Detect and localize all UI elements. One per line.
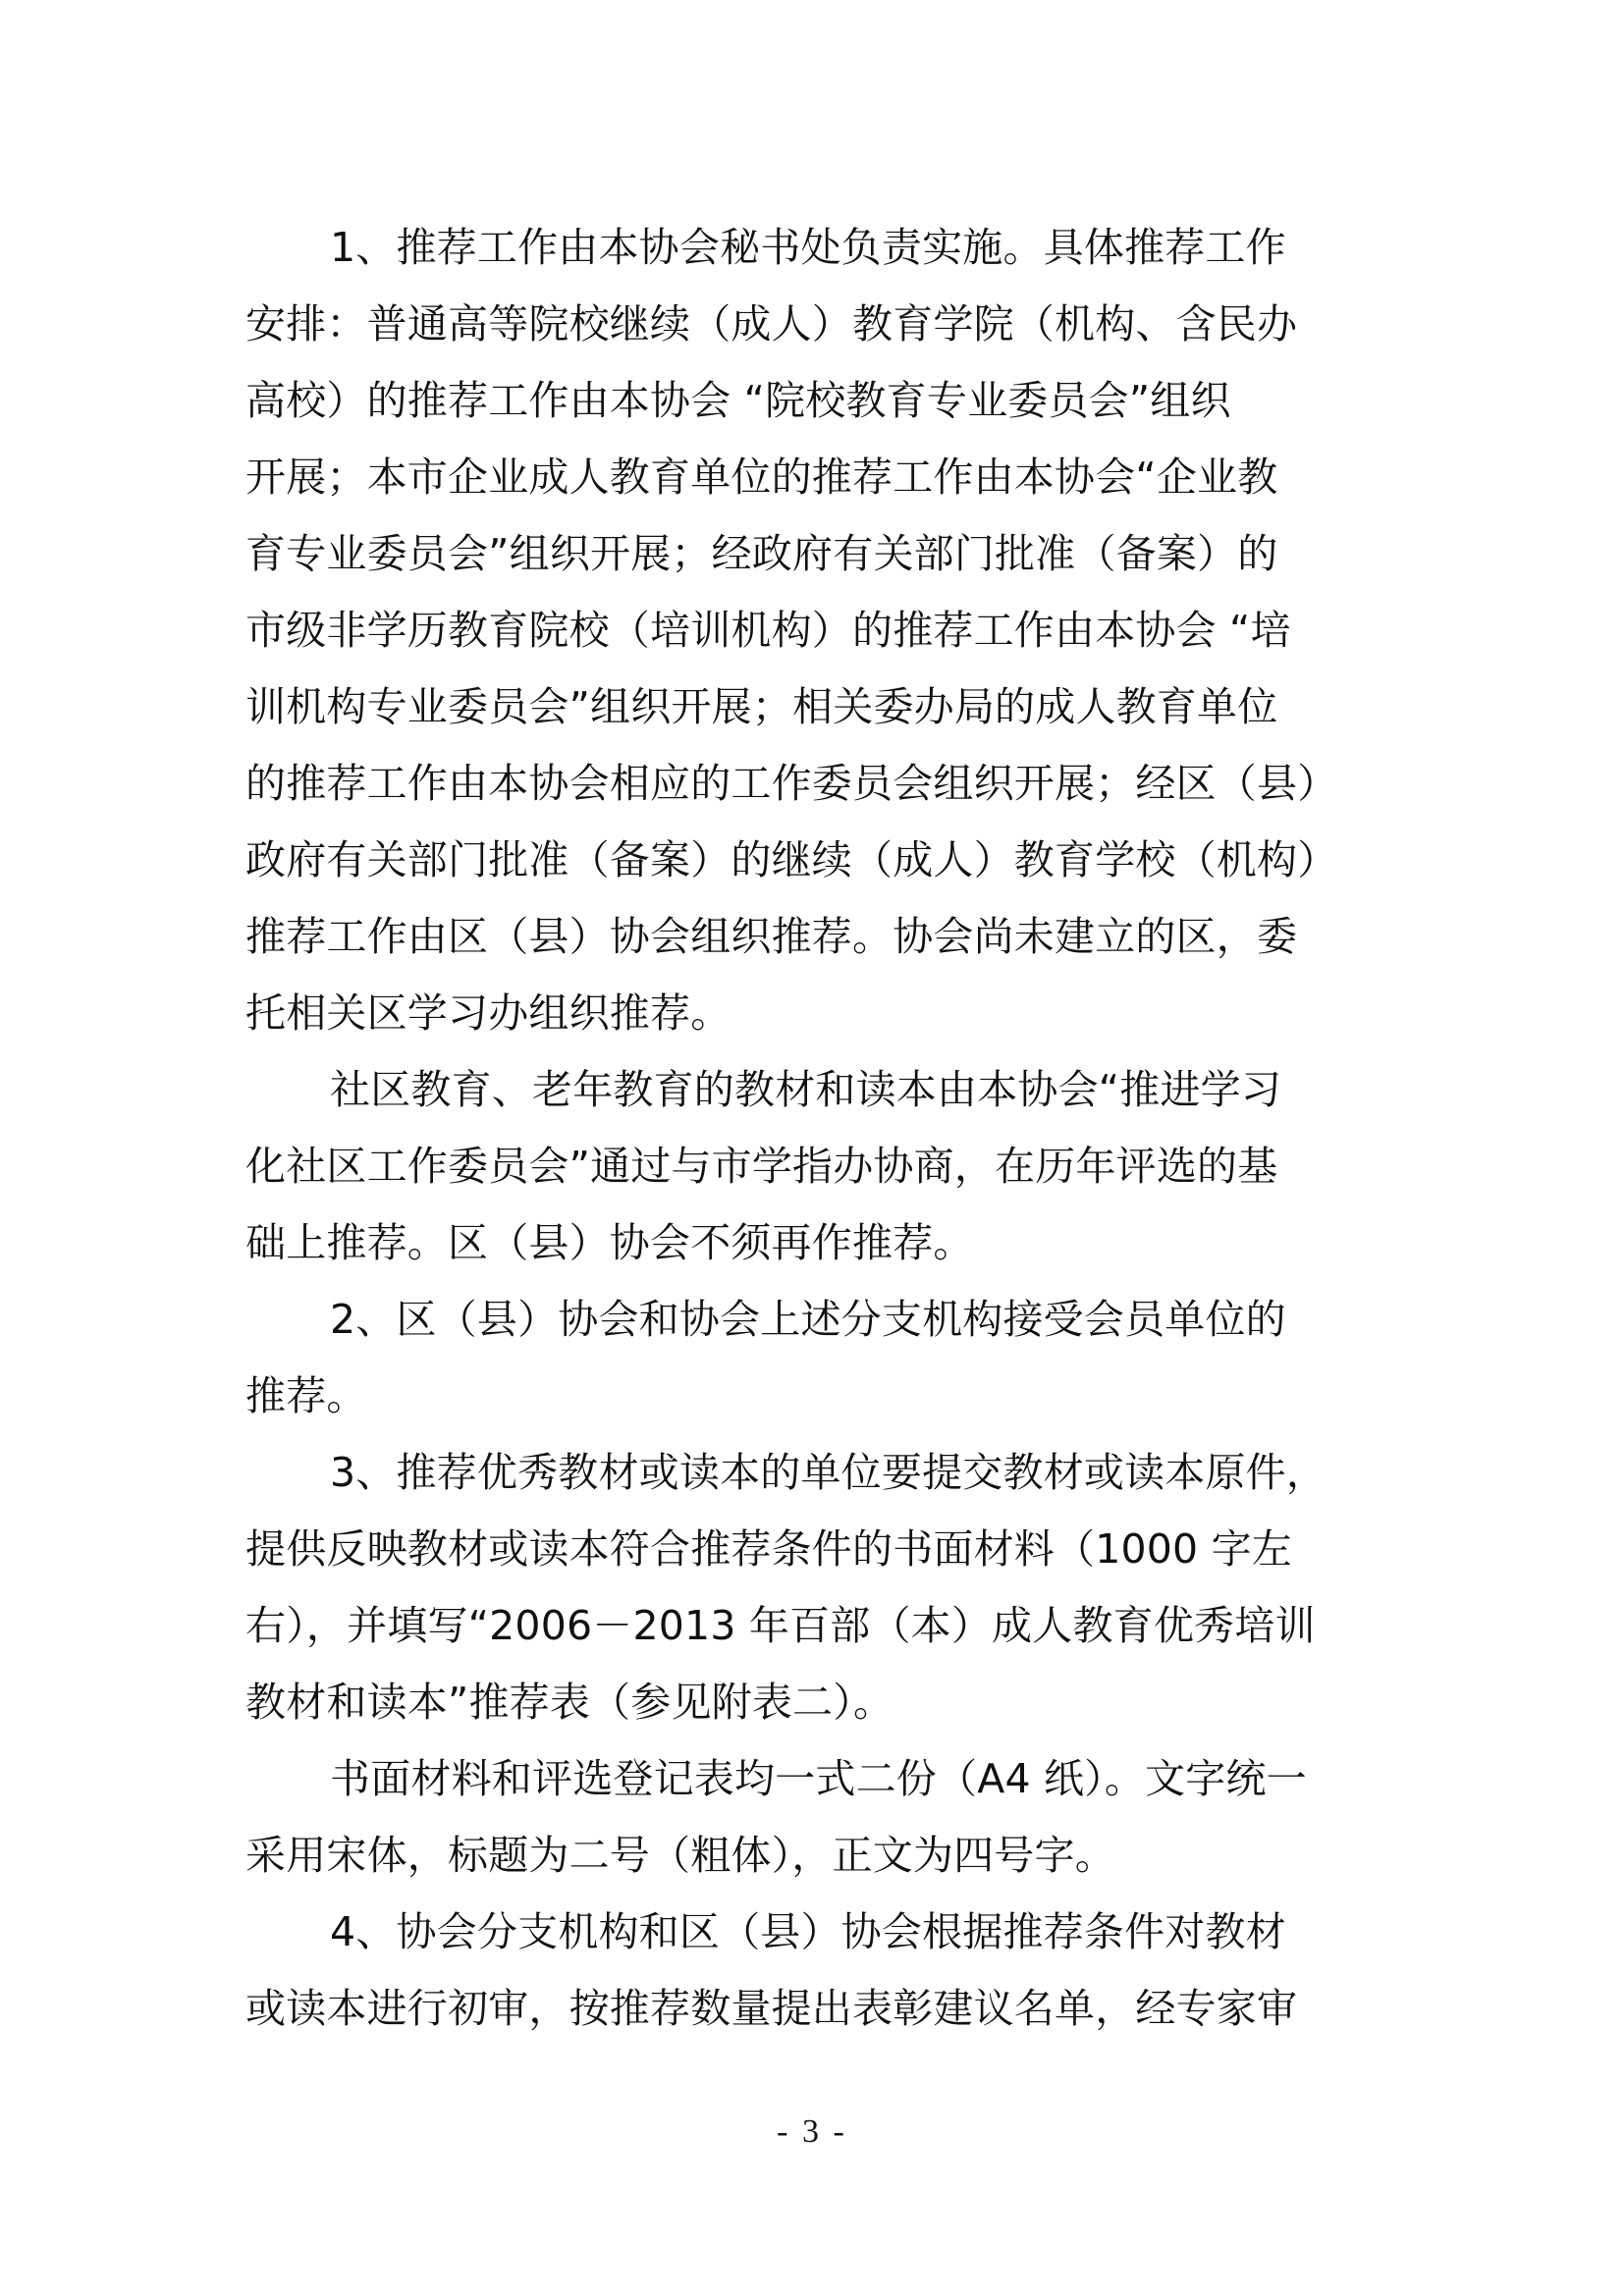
body-line: 开展；本市企业成人教育单位的推荐工作由本协会“企业教 <box>245 454 1278 501</box>
body-line: 或读本进行初审，按推荐数量提出表彰建议名单，经专家审 <box>245 1985 1298 2032</box>
body-line: 2、区（县）协会和协会上述分支机构接受会员单位的 <box>330 1296 1286 1343</box>
body-line: 训机构专业委员会”组织开展；相关委办局的成人教育单位 <box>245 683 1278 730</box>
body-line: 托相关区学习办组织推荐。 <box>245 989 731 1037</box>
body-line: 书面材料和评选登记表均一式二份（A4 纸）。文字统一 <box>330 1755 1307 1802</box>
body-line: 社区教育、老年教育的教材和读本由本协会“推进学习 <box>330 1066 1282 1113</box>
body-line: 提供反映教材或读本符合推荐条件的书面材料（1000 字左 <box>245 1525 1292 1573</box>
body-line: 的推荐工作由本协会相应的工作委员会组织开展；经区（县） <box>245 760 1338 807</box>
body-line: 1、推荐工作由本协会秘书处负责实施。具体推荐工作 <box>330 224 1286 271</box>
body-line: 推荐工作由区（县）协会组织推荐。协会尚未建立的区，委 <box>245 913 1298 960</box>
body-line: 市级非学历教育院校（培训机构）的推荐工作由本协会 “培 <box>245 607 1291 654</box>
body-line: 高校）的推荐工作由本协会 “院校教育专业委员会”组织 <box>245 377 1231 424</box>
body-line: 右），并填写“2006－2013 年百部（本）成人教育优秀培训 <box>245 1602 1316 1649</box>
body-line: 4、协会分支机构和区（县）协会根据推荐条件对教材 <box>330 1908 1286 1955</box>
body-line: 采用宋体，标题为二号（粗体），正文为四号字。 <box>245 1832 1115 1879</box>
body-line: 育专业委员会”组织开展；经政府有关部门批准（备案）的 <box>245 530 1278 577</box>
body-line: 政府有关部门批准（备案）的继续（成人）教育学校（机构） <box>245 836 1338 883</box>
page-number: - 3 - <box>777 2113 847 2150</box>
body-line: 化社区工作委员会”通过与市学指办协商，在历年评选的基 <box>245 1143 1278 1190</box>
body-line: 安排：普通高等院校继续（成人）教育学院（机构、含民办 <box>245 300 1298 347</box>
document-body <box>245 209 1394 2047</box>
body-line: 推荐。 <box>245 1372 367 1419</box>
body-line: 础上推荐。区（县）协会不须再作推荐。 <box>245 1219 974 1266</box>
body-line: 教材和读本”推荐表（参见附表二）。 <box>245 1679 894 1726</box>
body-line: 3、推荐优秀教材或读本的单位要提交教材或读本原件， <box>330 1449 1327 1496</box>
